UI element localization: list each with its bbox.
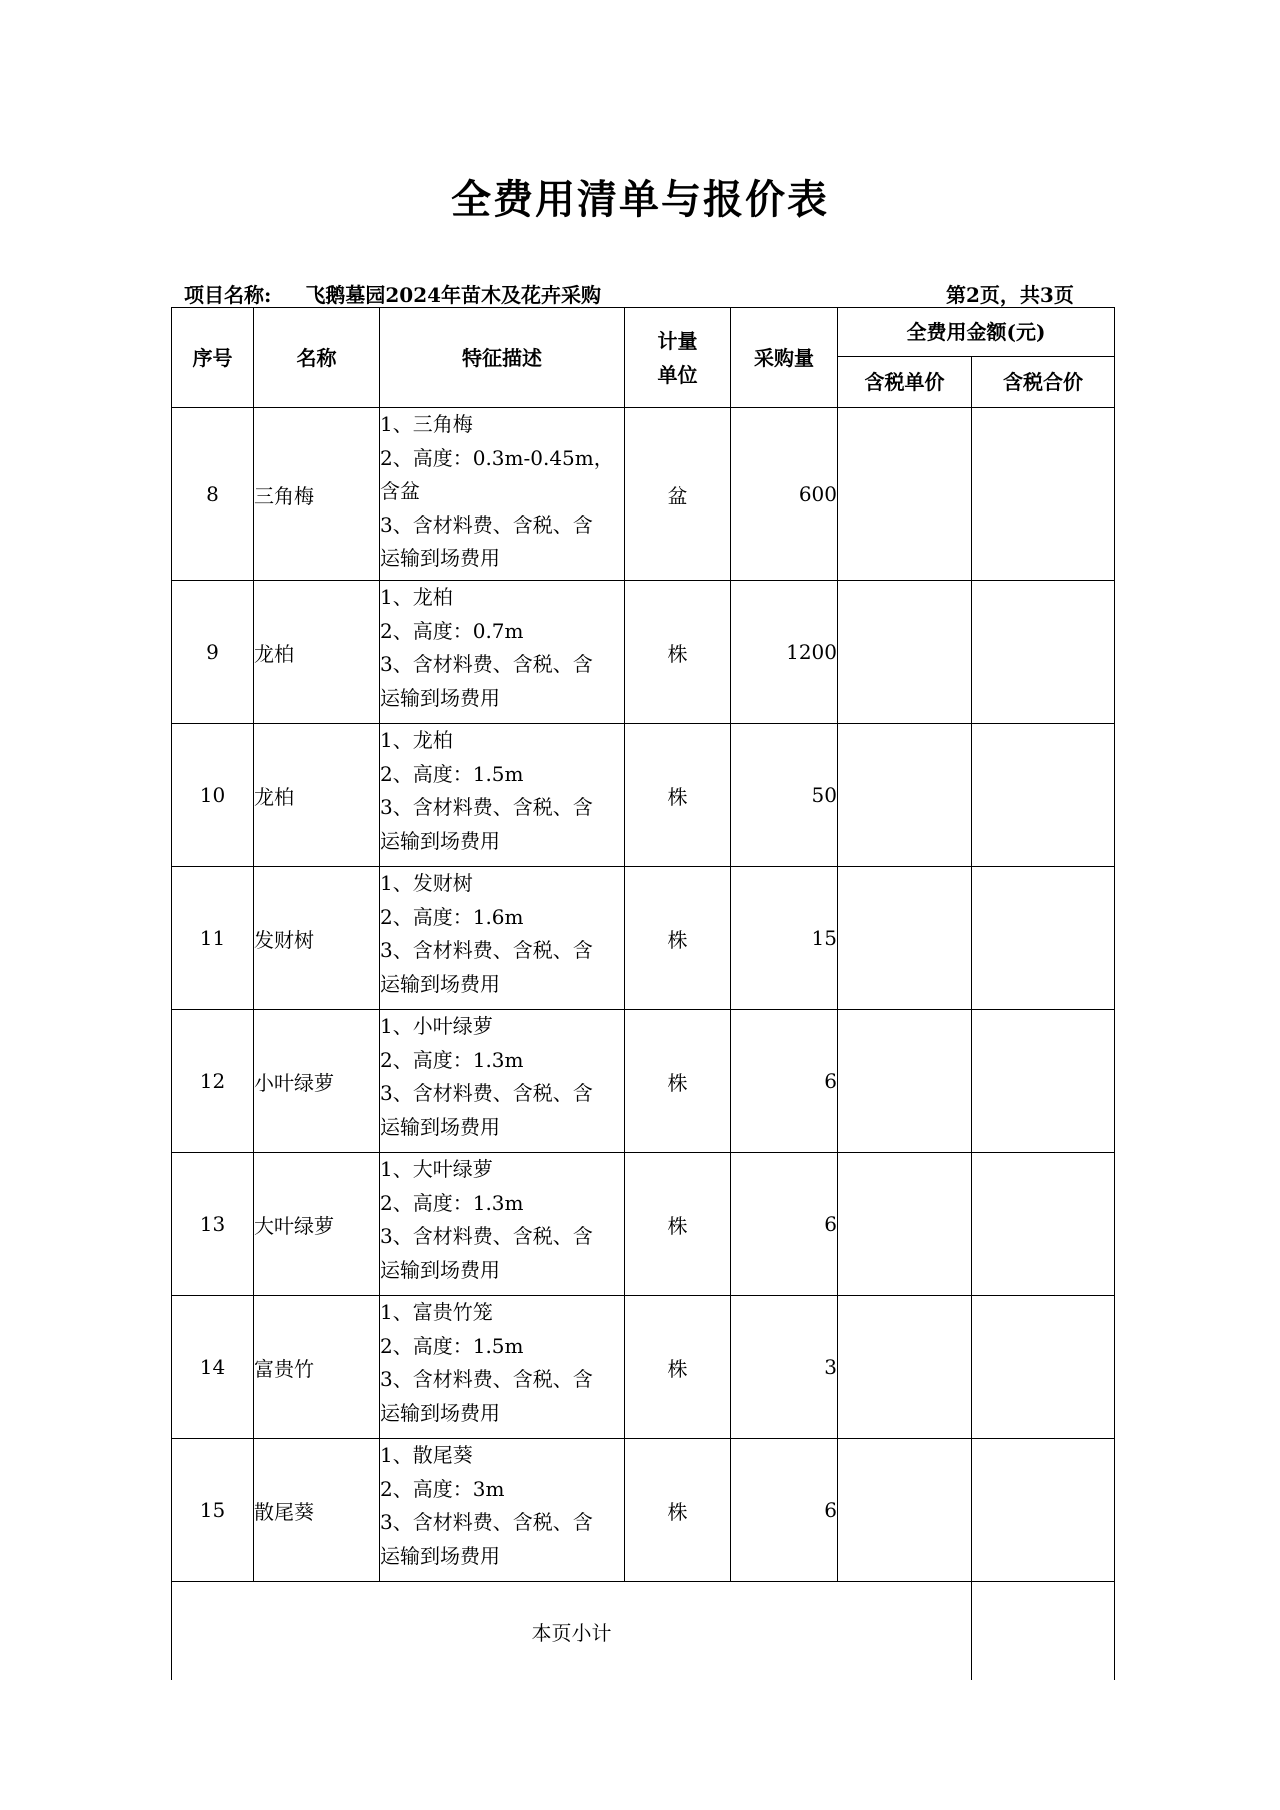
project-name: 飞鹅墓园2024年苗木及花卉采购 <box>305 283 602 307</box>
row-desc <box>380 581 625 724</box>
row-unit: 株 <box>625 867 731 1010</box>
row-desc-line: 1、发财树 <box>380 871 473 895</box>
table-row <box>172 724 1115 867</box>
row-desc-line: 3、含材料费、含税、含 <box>380 512 593 537</box>
row-name: 发财树 <box>254 867 380 1010</box>
header-no: 序号 <box>172 308 254 408</box>
row-desc <box>380 1010 625 1153</box>
table-row <box>172 1010 1115 1153</box>
table-row <box>172 408 1115 581</box>
table-body <box>172 408 1115 1681</box>
header-total-price: 含税合价 <box>972 357 1115 408</box>
row-desc-line: 2、高度：0.7m <box>380 618 524 643</box>
row-unit-price <box>838 581 972 724</box>
project-label: 项目名称: <box>184 283 272 307</box>
row-total-price <box>972 1296 1115 1439</box>
row-desc-line: 3、含材料费、含税、含 <box>380 1224 593 1248</box>
row-desc-line: 2、高度：1.3m <box>380 1190 524 1215</box>
row-qty: 50 <box>731 724 838 867</box>
header-name: 名称 <box>254 308 380 408</box>
table-row <box>172 581 1115 724</box>
row-total-price <box>972 724 1115 867</box>
row-qty: 15 <box>731 867 838 1010</box>
row-name: 小叶绿萝 <box>254 1010 380 1153</box>
row-desc-line: 3、含材料费、含税、含 <box>380 1367 593 1391</box>
page-number: 第2页，共3页 <box>946 283 1074 307</box>
row-name: 龙柏 <box>254 724 380 867</box>
row-desc-line: 3、含材料费、含税、含 <box>380 652 593 676</box>
row-desc-line: 运输到场费用 <box>380 685 500 710</box>
row-no: 12 <box>172 1010 254 1153</box>
row-desc-line: 3、含材料费、含税、含 <box>380 795 593 819</box>
row-desc <box>380 1296 625 1439</box>
row-qty: 6 <box>731 1153 838 1296</box>
row-no: 9 <box>172 581 254 724</box>
header-unit <box>625 308 731 408</box>
row-no: 14 <box>172 1296 254 1439</box>
subtotal-row <box>172 1582 1115 1681</box>
row-total-price <box>972 408 1115 581</box>
row-unit-price <box>838 1439 972 1582</box>
quote-table <box>171 307 1115 1680</box>
row-desc-line: 1、散尾葵 <box>380 1443 473 1467</box>
row-unit-price <box>838 724 972 867</box>
row-name: 散尾葵 <box>254 1439 380 1582</box>
row-desc-line: 运输到场费用 <box>380 1114 500 1139</box>
row-desc-line: 2、高度：1.3m <box>380 1047 524 1072</box>
row-name: 龙柏 <box>254 581 380 724</box>
row-desc-line: 3、含材料费、含税、含 <box>380 1510 593 1534</box>
row-unit-price <box>838 1296 972 1439</box>
row-unit: 株 <box>625 1153 731 1296</box>
row-unit-price <box>838 867 972 1010</box>
row-desc-line: 2、高度：1.5m <box>380 761 524 786</box>
row-name: 大叶绿萝 <box>254 1153 380 1296</box>
row-no: 13 <box>172 1153 254 1296</box>
page-title: 全费用清单与报价表 <box>451 176 829 223</box>
row-desc <box>380 867 625 1010</box>
row-total-price <box>972 1010 1115 1153</box>
row-unit: 株 <box>625 1439 731 1582</box>
row-unit: 株 <box>625 1010 731 1153</box>
row-desc-line: 1、龙柏 <box>380 585 453 609</box>
row-desc-line: 运输到场费用 <box>380 1257 500 1282</box>
row-unit: 株 <box>625 1296 731 1439</box>
row-desc-line: 运输到场费用 <box>380 546 500 570</box>
row-desc-line: 1、小叶绿萝 <box>380 1014 493 1038</box>
table-row <box>172 1439 1115 1582</box>
row-total-price <box>972 1439 1115 1582</box>
table-row <box>172 1153 1115 1296</box>
row-desc <box>380 408 625 581</box>
table-row <box>172 1296 1115 1439</box>
row-qty: 3 <box>731 1296 838 1439</box>
row-desc-line: 1、大叶绿萝 <box>380 1157 493 1181</box>
row-name: 富贵竹 <box>254 1296 380 1439</box>
row-desc-line: 2、高度：3m <box>380 1476 505 1501</box>
row-unit-price <box>838 1010 972 1153</box>
row-desc-line: 2、高度：1.5m <box>380 1333 524 1358</box>
row-unit-price <box>838 408 972 581</box>
subtotal-value <box>972 1582 1115 1681</box>
header-desc: 特征描述 <box>380 308 625 408</box>
row-desc-line: 运输到场费用 <box>380 971 500 996</box>
row-qty: 1200 <box>731 581 838 724</box>
row-desc-line: 运输到场费用 <box>380 1400 500 1425</box>
row-unit: 盆 <box>625 408 731 581</box>
row-qty: 6 <box>731 1439 838 1582</box>
row-no: 15 <box>172 1439 254 1582</box>
subtotal-label: 本页小计 <box>172 1582 972 1681</box>
header-unit-price: 含税单价 <box>838 357 972 408</box>
row-total-price <box>972 867 1115 1010</box>
row-desc-line: 含盆 <box>380 479 420 503</box>
header-unit-line1: 计量 <box>657 328 698 353</box>
row-desc <box>380 724 625 867</box>
row-total-price <box>972 581 1115 724</box>
row-qty: 6 <box>731 1010 838 1153</box>
row-unit: 株 <box>625 724 731 867</box>
row-name: 三角梅 <box>254 408 380 581</box>
row-desc-line: 1、龙柏 <box>380 728 453 752</box>
row-desc-line: 3、含材料费、含税、含 <box>380 938 593 962</box>
header-qty: 采购量 <box>731 308 838 408</box>
row-desc-line: 2、高度：1.6m <box>380 904 524 929</box>
row-desc-line: 运输到场费用 <box>380 828 500 853</box>
row-desc-line: 1、富贵竹笼 <box>380 1300 493 1324</box>
table-row <box>172 867 1115 1010</box>
row-no: 11 <box>172 867 254 1010</box>
header-amount-group: 全费用金额(元) <box>838 308 1115 357</box>
row-qty: 600 <box>731 408 838 581</box>
row-desc-line: 2、高度：0.3m-0.45m， <box>380 445 614 470</box>
row-desc <box>380 1439 625 1582</box>
row-desc-line: 1、三角梅 <box>380 412 473 436</box>
row-total-price <box>972 1153 1115 1296</box>
row-desc-line: 3、含材料费、含税、含 <box>380 1081 593 1105</box>
project-info <box>184 279 601 308</box>
row-unit: 株 <box>625 581 731 724</box>
row-desc <box>380 1153 625 1296</box>
row-unit-price <box>838 1153 972 1296</box>
row-desc-line: 运输到场费用 <box>380 1543 500 1568</box>
header-unit-line2: 单位 <box>657 362 698 387</box>
row-no: 10 <box>172 724 254 867</box>
row-no: 8 <box>172 408 254 581</box>
